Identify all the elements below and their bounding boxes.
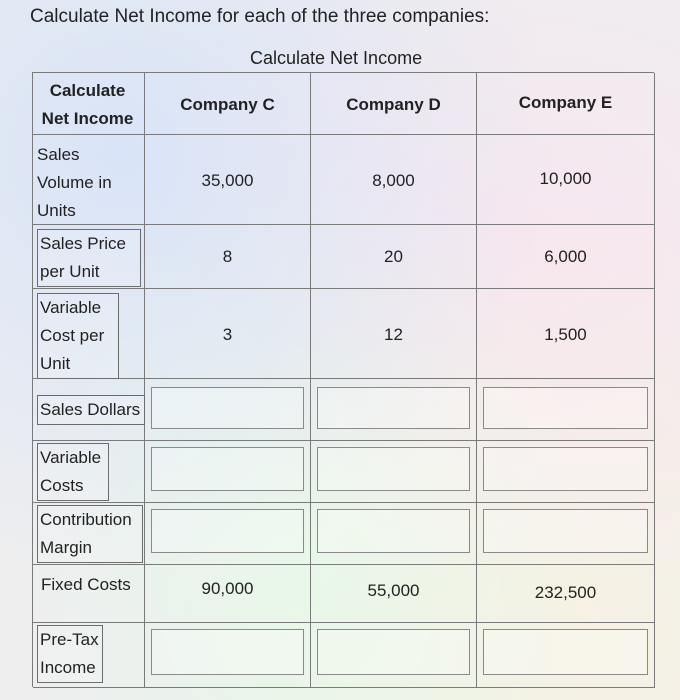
variable-costs-company-c-input[interactable] (151, 447, 304, 491)
pre-tax-income-company-d-input[interactable] (317, 629, 470, 675)
sales-volume-company-e: 10,000 (539, 169, 592, 188)
column-header-company-c (145, 73, 311, 135)
sales-volume-company-c: 35,000 (201, 171, 254, 190)
sales-price-company-c: 8 (222, 247, 233, 266)
row-label-cell (33, 289, 145, 379)
row-label-cell (33, 623, 145, 688)
contribution-margin-company-e-input[interactable] (483, 509, 648, 553)
table-cell (311, 289, 477, 379)
sales-price-company-d: 20 (384, 247, 403, 266)
row-label-sales-price: Sales Price per Unit (37, 229, 141, 287)
column-header-company-e (477, 73, 655, 135)
row-label-fixed-costs: Fixed Costs (41, 575, 131, 594)
pre-tax-income-company-c-input[interactable] (151, 629, 304, 675)
table-cell (145, 225, 311, 289)
pre-tax-income-company-e-input[interactable] (483, 629, 648, 675)
page-heading: Calculate Net Income for each of the three companies: (30, 6, 490, 27)
fixed-costs-company-e: 232,500 (534, 583, 597, 602)
row-label-cell (33, 565, 145, 623)
table-cell (145, 565, 311, 623)
table-cell (311, 379, 477, 441)
row-label-contribution-margin: Contribution Margin (37, 505, 143, 563)
row-label-sales-dollars: Sales Dollars (37, 395, 145, 425)
table-cell (145, 379, 311, 441)
row-label-cell (33, 441, 145, 503)
sales-price-company-e: 6,000 (544, 247, 587, 266)
fixed-costs-company-d: 55,000 (367, 581, 420, 600)
row-label-cell (33, 379, 145, 441)
table-cell (477, 225, 655, 289)
table-cell (145, 135, 311, 225)
table-cell (145, 441, 311, 503)
table-cell (477, 135, 655, 225)
row-label-cell (33, 135, 145, 225)
table-cell (311, 623, 477, 688)
corner-header-cell (33, 73, 145, 135)
row-label-sales-volume: Sales Volume in Units (37, 145, 112, 220)
contribution-margin-company-d-input[interactable] (317, 509, 470, 553)
table-cell (145, 289, 311, 379)
variable-costs-company-d-input[interactable] (317, 447, 470, 491)
table-cell (477, 565, 655, 623)
contribution-margin-company-c-input[interactable] (151, 509, 304, 553)
variable-cost-company-c: 3 (222, 325, 233, 344)
fixed-costs-company-c: 90,000 (201, 579, 254, 598)
variable-cost-company-d: 12 (384, 325, 403, 344)
table-title: Calculate Net Income (250, 48, 423, 68)
column-header-label: Company D (346, 95, 441, 114)
column-header-company-d (311, 73, 477, 135)
table-cell (311, 225, 477, 289)
row-label-variable-costs: Variable Costs (37, 443, 109, 501)
row-label-cell (33, 225, 145, 289)
table-cell (145, 503, 311, 565)
net-income-table (32, 72, 654, 687)
table-cell (311, 135, 477, 225)
row-label-cell (33, 503, 145, 565)
table-cell (145, 623, 311, 688)
table-cell (477, 379, 655, 441)
variable-cost-company-e: 1,500 (544, 325, 587, 344)
sales-dollars-company-e-input[interactable] (483, 387, 648, 429)
variable-costs-company-e-input[interactable] (483, 447, 648, 491)
table-cell (477, 289, 655, 379)
table-cell (311, 565, 477, 623)
sales-dollars-company-d-input[interactable] (317, 387, 470, 429)
sales-dollars-company-c-input[interactable] (151, 387, 304, 429)
corner-header-label: Calculate Net Income (41, 81, 134, 128)
column-header-label: Company C (180, 95, 275, 114)
row-label-pre-tax-income: Pre-Tax Income (37, 625, 103, 683)
table-cell (311, 503, 477, 565)
column-header-label: Company E (518, 93, 613, 112)
table-cell (311, 441, 477, 503)
table-cell (477, 441, 655, 503)
table-cell (477, 503, 655, 565)
sales-volume-company-d: 8,000 (372, 171, 415, 190)
table-cell (477, 623, 655, 688)
row-label-variable-cost: Variable Cost per Unit (37, 293, 119, 379)
